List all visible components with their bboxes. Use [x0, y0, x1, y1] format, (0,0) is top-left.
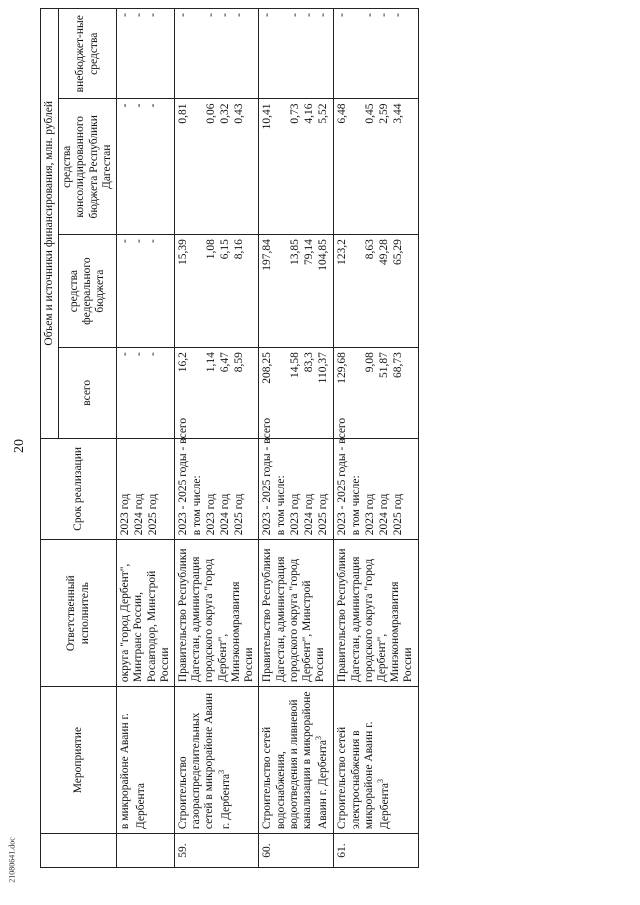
period-value: 2023 год	[204, 493, 217, 536]
offbudget-value: -	[392, 13, 405, 17]
period-value: 2025 год	[147, 493, 160, 536]
total-value: 83,3	[303, 352, 316, 373]
row-activity-text: Строительство газораспределительных сетей в микрорайоне Аваин г. Дербента	[176, 692, 232, 830]
row-offbudget	[174, 9, 258, 99]
row-executor: Правительство Республики Дагестан, администрация городского округа "город Дербент", Минэкономразвития России	[174, 540, 258, 687]
table-row	[334, 9, 418, 868]
row-period	[334, 417, 418, 540]
footnote-mark: 3	[375, 779, 385, 784]
offbudget-value: -	[232, 13, 245, 17]
offbudget-value: -	[303, 13, 316, 17]
table-row	[259, 9, 334, 868]
total-value: -	[133, 352, 146, 356]
row-executor: округа "город Дербент", Минтранс России, Росавтодор, Минстрой России	[117, 540, 175, 687]
republic-value: 0,43	[232, 103, 245, 124]
header-offbudget: внебюджет-ные средства	[59, 9, 117, 99]
total-value	[275, 352, 289, 433]
federal-value: -	[147, 239, 160, 243]
total-value: 208,25	[261, 352, 274, 384]
republic-value: -	[147, 103, 160, 108]
federal-value: 8,63	[364, 239, 377, 260]
republic-value: 2,59	[378, 103, 391, 124]
offbudget-value: -	[133, 13, 146, 17]
federal-value: 49,28	[378, 239, 391, 265]
republic-value	[191, 103, 205, 230]
total-value: 8,59	[232, 352, 245, 373]
federal-value: 197,84	[261, 239, 274, 271]
republic-value	[275, 103, 289, 230]
row-federal	[117, 235, 175, 348]
period-value: 2025 год	[392, 493, 405, 536]
republic-value: 6,48	[336, 103, 349, 124]
header-executor: Ответственный исполнитель	[41, 540, 117, 687]
offbudget-value: -	[317, 13, 330, 17]
republic-value: -	[133, 103, 146, 108]
federal-value	[191, 239, 205, 343]
republic-value: 3,44	[392, 103, 405, 124]
row-executor: Правительство Республики Дагестан, администрация городского округа "город Дербент", Минстрой России	[259, 540, 334, 687]
row-number	[117, 834, 175, 868]
financing-table	[40, 8, 419, 868]
total-value	[350, 352, 364, 433]
republic-value: 5,52	[317, 103, 330, 124]
footnote-mark: 3	[216, 769, 226, 774]
republic-value: 0,06	[204, 103, 217, 124]
period-value: 2024 год	[378, 493, 391, 536]
table-body	[117, 9, 419, 868]
federal-value: 13,85	[289, 239, 302, 265]
row-period	[174, 417, 258, 540]
offbudget-value: -	[147, 13, 160, 17]
federal-value: 104,85	[317, 239, 330, 271]
row-republic	[259, 99, 334, 235]
page-number: 20	[12, 439, 27, 453]
footer-doc-code: 21080641.doc	[7, 837, 17, 883]
header-activity: Мероприятие	[41, 687, 117, 834]
offbudget-value: -	[378, 13, 391, 17]
row-executor: Правительство Республики Дагестан, администрация городского округа "город Дербент", Минэкономразвития России	[334, 540, 418, 687]
row-number: 59.	[174, 834, 258, 868]
total-value: 6,47	[218, 352, 231, 373]
republic-value: 0,45	[364, 103, 377, 124]
offbudget-value: -	[218, 13, 231, 17]
federal-value: 15,39	[176, 239, 189, 265]
period-value: 2024 год	[133, 493, 146, 536]
federal-value: 65,29	[392, 239, 405, 265]
period-value: 2024 год	[218, 493, 231, 536]
offbudget-value	[275, 13, 289, 94]
table-row	[174, 9, 258, 868]
header-total: всего	[59, 348, 117, 438]
period-value: в том числе:	[350, 475, 363, 536]
row-activity	[334, 687, 418, 834]
offbudget-value: -	[261, 13, 274, 17]
period-value: 2023 год	[119, 493, 132, 536]
row-activity	[117, 687, 175, 834]
row-republic	[174, 99, 258, 235]
row-offbudget	[334, 9, 418, 99]
republic-value: 0,73	[289, 103, 302, 124]
period-value: 2023 год	[364, 493, 377, 536]
row-republic	[117, 99, 175, 235]
period-value: 2023 - 2025 годы - всего	[336, 417, 349, 536]
row-offbudget	[259, 9, 334, 99]
table-row	[117, 9, 175, 868]
row-period	[117, 438, 175, 540]
total-value: 51,87	[378, 352, 391, 378]
header-federal: средства федерального бюджета	[59, 235, 117, 348]
period-value: 2023 - 2025 годы - всего	[176, 417, 189, 536]
row-activity	[259, 687, 334, 834]
total-value	[191, 352, 205, 433]
federal-value: 79,14	[303, 239, 316, 265]
offbudget-value: -	[119, 13, 132, 17]
row-activity-text: Строительство сетей электроснабжения в микрорайоне Аваин г. Дербента	[336, 721, 391, 830]
offbudget-value: -	[364, 13, 377, 17]
header-num	[41, 834, 117, 868]
row-activity	[174, 687, 258, 834]
row-activity-text: Строительство сетей водоснабжения, водоотведения и ливневой канализации в микрорайоне Аваин г. Дербента	[261, 691, 329, 830]
row-republic	[334, 99, 418, 235]
federal-value: 123,2	[336, 239, 349, 265]
total-value: -	[119, 352, 132, 356]
period-value: в том числе:	[190, 475, 203, 536]
header-row-1	[41, 9, 59, 868]
total-value: 16,2	[176, 352, 189, 373]
row-federal	[334, 235, 418, 348]
offbudget-value	[350, 13, 364, 94]
period-value: 2024 год	[303, 493, 316, 536]
header-republic: средства консолидированного бюджета Республики Дагестан	[59, 99, 117, 235]
row-number: 61.	[334, 834, 418, 868]
offbudget-value: -	[176, 13, 189, 17]
federal-value: 6,15	[218, 239, 231, 260]
republic-value: 10,41	[261, 103, 274, 130]
row-total	[117, 348, 175, 438]
republic-value: 4,16	[303, 103, 316, 124]
federal-value	[350, 239, 364, 343]
federal-value: 1,08	[204, 239, 217, 260]
federal-value: -	[133, 239, 146, 243]
row-offbudget	[117, 9, 175, 99]
row-period	[259, 417, 334, 540]
republic-value: 0,32	[218, 103, 231, 124]
rotated-table-frame	[40, 8, 630, 868]
total-value: -	[147, 352, 160, 356]
header-financing: Объем и источники финансирования, млн. рублей	[41, 9, 59, 439]
footnote-mark: 3	[314, 735, 324, 740]
total-value: 9,08	[364, 352, 377, 373]
period-value: 2023 год	[289, 493, 302, 536]
row-federal	[259, 235, 334, 348]
total-value: 1,14	[204, 352, 217, 373]
federal-value: 8,16	[232, 239, 245, 260]
total-value: 14,58	[289, 352, 302, 378]
offbudget-value: -	[336, 13, 349, 17]
row-number: 60.	[259, 834, 334, 868]
total-value: 110,37	[317, 352, 330, 384]
total-value: 68,73	[392, 352, 405, 378]
period-value: в том числе:	[275, 475, 288, 536]
offbudget-value	[191, 13, 205, 94]
total-value: 129,68	[336, 352, 349, 384]
header-period: Срок реализации	[41, 438, 117, 540]
republic-value: -	[119, 103, 132, 108]
republic-value: 0,81	[176, 103, 189, 124]
period-value: 2025 год	[232, 493, 245, 536]
row-activity-text: в микрорайоне Аваин г. Дербента	[119, 713, 148, 830]
federal-value	[275, 239, 289, 343]
period-value: 2025 год	[317, 493, 330, 536]
offbudget-value: -	[204, 13, 217, 17]
offbudget-value: -	[289, 13, 302, 17]
row-federal	[174, 235, 258, 348]
republic-value	[350, 103, 364, 230]
federal-value: -	[119, 239, 132, 243]
table-rotator	[40, 8, 630, 868]
period-value: 2023 - 2025 годы - всего	[261, 417, 274, 536]
